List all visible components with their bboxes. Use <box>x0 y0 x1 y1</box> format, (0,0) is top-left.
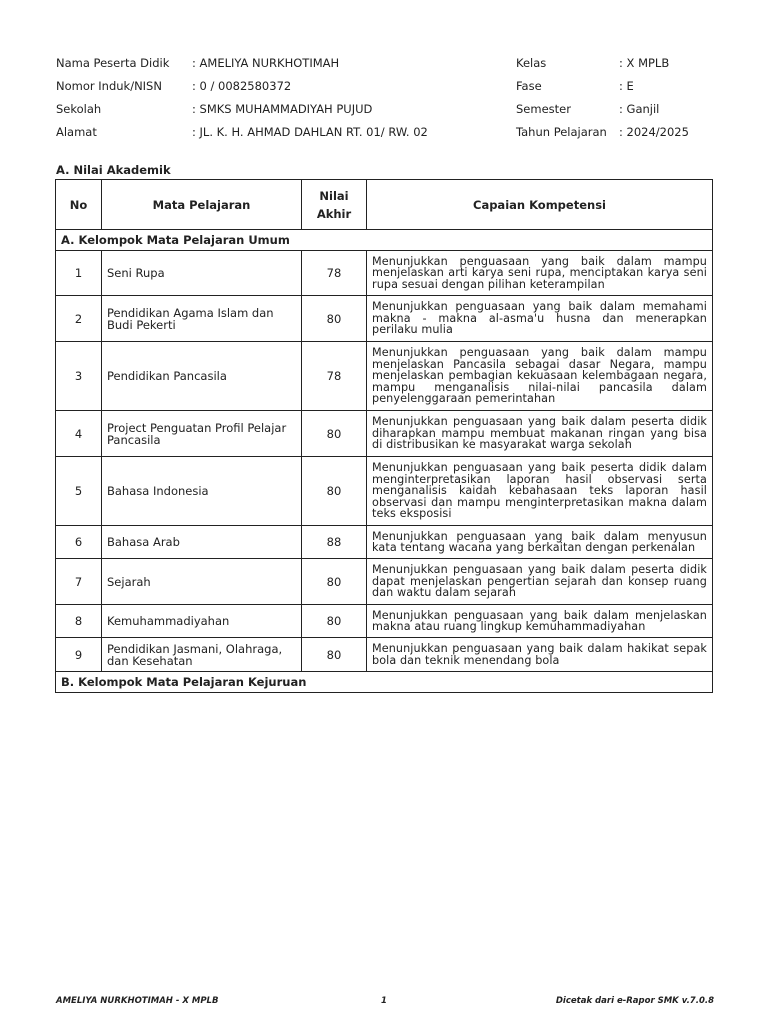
row-competency: Menunjukkan penguasaan yang baik dalam menjelaskan makna atau ruang lingkup kemuhammadiyahan <box>367 605 713 638</box>
row-competency: Menunjukkan penguasaan yang baik dalam mampu menjelaskan Pancasila sebagai dasar Negara, mampu menjelaskan pembagian kekuasaan kelembagaan negara, mampu menganalisis nilai-nilai pancasila dalam penyelenggaraan pemerintahan <box>367 342 713 411</box>
row-subject: Seni Rupa <box>102 251 302 296</box>
table-row <box>56 411 713 457</box>
name-value: : AMELIYA NURKHOTIMAH <box>192 56 340 70</box>
page-footer <box>56 996 714 1010</box>
footer-printed-by: Dicetak dari e-Rapor SMK v.7.0.8 <box>555 996 714 1006</box>
header-subject: Mata Pelajaran <box>102 180 302 230</box>
row-no: 9 <box>56 638 102 672</box>
header-no: No <box>56 180 102 230</box>
row-competency: Menunjukkan penguasaan yang baik dalam peserta didik diharapkan mampu membuat makanan ringan yang bisa di distribusikan ke masyarakat warga sekolah <box>367 411 713 457</box>
row-no: 8 <box>56 605 102 638</box>
group-a-label: A. Kelompok Mata Pelajaran Umum <box>56 230 713 251</box>
row-score: 78 <box>302 251 367 296</box>
header-competency: Capaian Kompetensi <box>367 180 713 230</box>
group-b-label: B. Kelompok Mata Pelajaran Kejuruan <box>56 672 713 693</box>
row-subject: Sejarah <box>102 559 302 605</box>
table-row <box>56 638 713 672</box>
school-value: : SMKS MUHAMMADIYAH PUJUD <box>192 102 373 116</box>
year-value: : 2024/2025 <box>619 125 689 139</box>
year-label: Tahun Pelajaran <box>516 125 607 139</box>
row-score: 88 <box>302 526 367 559</box>
row-score: 80 <box>302 559 367 605</box>
student-info <box>56 56 716 148</box>
table-row <box>56 605 713 638</box>
footer-page-number: 1 <box>381 996 387 1006</box>
row-competency: Menunjukkan penguasaan yang baik dalam menyusun kata tentang wacana yang berkaitan dengan perkenalan <box>367 526 713 559</box>
section-title: A. Nilai Akademik <box>56 163 171 177</box>
row-no: 6 <box>56 526 102 559</box>
row-subject: Project Penguatan Profil Pelajar Pancasila <box>102 411 302 457</box>
nisn-label: Nomor Induk/NISN <box>56 79 162 93</box>
group-row <box>56 230 713 251</box>
group-row <box>56 672 713 693</box>
row-subject: Pendidikan Agama Islam dan Budi Pekerti <box>102 296 302 342</box>
table-row <box>56 559 713 605</box>
nisn-value: : 0 / 0082580372 <box>192 79 292 93</box>
row-score: 78 <box>302 342 367 411</box>
class-value: : X MPLB <box>619 56 670 70</box>
class-label: Kelas <box>516 56 547 70</box>
header-score-line2: Akhir <box>316 206 352 221</box>
table-row <box>56 526 713 559</box>
table-header-row <box>56 180 713 230</box>
info-row <box>56 79 716 102</box>
address-value: : JL. K. H. AHMAD DAHLAN RT. 01/ RW. 02 <box>192 125 428 139</box>
row-score: 80 <box>302 457 367 526</box>
school-label: Sekolah <box>56 102 102 116</box>
row-subject: Bahasa Indonesia <box>102 457 302 526</box>
table-row <box>56 342 713 411</box>
row-competency: Menunjukkan penguasaan yang baik dalam hakikat sepak bola dan teknik menendang bola <box>367 638 713 672</box>
name-label: Nama Peserta Didik <box>56 56 170 70</box>
row-score: 80 <box>302 638 367 672</box>
info-row <box>56 56 716 79</box>
footer-student: AMELIYA NURKHOTIMAH - X MPLB <box>56 996 219 1006</box>
row-no: 5 <box>56 457 102 526</box>
row-no: 4 <box>56 411 102 457</box>
grades-table <box>55 179 713 693</box>
row-competency: Menunjukkan penguasaan yang baik dalam memahami makna - makna al-asma'u husna dan menerapkan perilaku mulia <box>367 296 713 342</box>
row-score: 80 <box>302 296 367 342</box>
address-label: Alamat <box>56 125 97 139</box>
phase-value: : E <box>619 79 634 93</box>
row-score: 80 <box>302 411 367 457</box>
row-no: 3 <box>56 342 102 411</box>
table-row <box>56 251 713 296</box>
row-subject: Pendidikan Jasmani, Olahraga, dan Kesehatan <box>102 638 302 672</box>
row-no: 7 <box>56 559 102 605</box>
row-subject: Bahasa Arab <box>102 526 302 559</box>
row-competency: Menunjukkan penguasaan yang baik dalam peserta didik dapat menjelaskan pengertian sejarah dan konsep ruang dan waktu dalam sejarah <box>367 559 713 605</box>
row-competency: Menunjukkan penguasaan yang baik peserta didik dalam menginterpretasikan laporan hasil observasi serta menganalisis kaidah kebahasaan teks laporan hasil observasi dan mampu menginterpretasikan makna dalam teks eksposisi <box>367 457 713 526</box>
semester-value: : Ganjil <box>619 102 660 116</box>
row-no: 2 <box>56 296 102 342</box>
table-row <box>56 296 713 342</box>
row-score: 80 <box>302 605 367 638</box>
row-subject: Kemuhammadiyahan <box>102 605 302 638</box>
phase-label: Fase <box>516 79 542 93</box>
info-row <box>56 125 716 148</box>
semester-label: Semester <box>516 102 571 116</box>
header-score <box>302 180 367 230</box>
row-no: 1 <box>56 251 102 296</box>
row-subject: Pendidikan Pancasila <box>102 342 302 411</box>
table-row <box>56 457 713 526</box>
header-score-line1: Nilai <box>319 188 349 203</box>
info-row <box>56 102 716 125</box>
row-competency: Menunjukkan penguasaan yang baik dalam mampu menjelaskan arti karya seni rupa, menciptakan karya seni rupa sesuai dengan pilihan keterampilan <box>367 251 713 296</box>
